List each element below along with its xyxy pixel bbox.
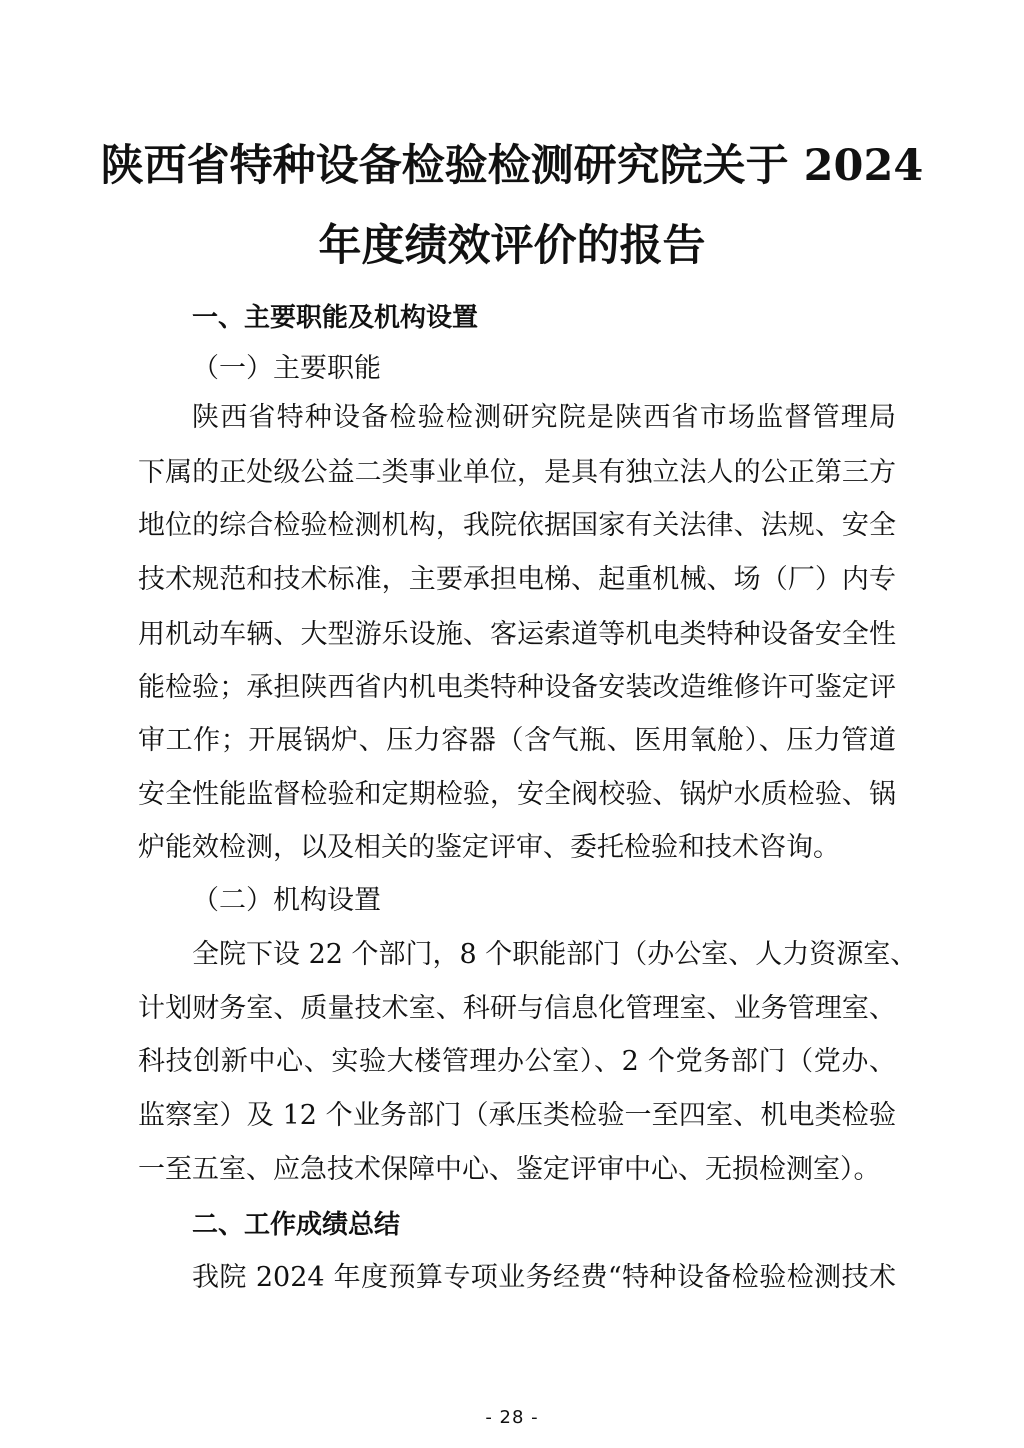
paragraph-line: 下属的正处级公益二类事业单位，是具有独立法人的公正第三方 [138, 457, 896, 488]
paragraph-line: 炉能效检测，以及相关的鉴定评审、委托检验和技术咨询。 [138, 832, 840, 863]
document-title-line-2: 年度绩效评价的报告 [318, 221, 706, 271]
paragraph-line: 技术规范和技术标准，主要承担电梯、起重机械、场（厂）内专 [138, 564, 896, 595]
section-heading-2: 二、工作成绩总结 [192, 1210, 401, 1240]
paragraph-line: 一至五室、应急技术保障中心、鉴定评审中心、无损检测室）。 [138, 1154, 881, 1185]
paragraph-line: 计划财务室、质量技术室、科研与信息化管理室、业务管理室、 [138, 993, 896, 1024]
paragraph-line: 审工作；开展锅炉、压力容器（含气瓶、医用氧舱）、压力管道 [138, 725, 896, 756]
paragraph-line: 我院 2024 年度预算专项业务经费“特种设备检验检测技术 [192, 1262, 896, 1293]
subheading-organization: （二）机构设置 [192, 885, 381, 916]
paragraph-line: 陕西省特种设备检验检测研究院是陕西省市场监督管理局 [192, 402, 896, 433]
paragraph-line: 地位的综合检验检测机构，我院依据国家有关法律、法规、安全 [138, 510, 896, 541]
paragraph-line: 监察室）及 12 个业务部门（承压类检验一至四室、机电类检验 [138, 1100, 896, 1131]
paragraph-line: 用机动车辆、大型游乐设施、客运索道等机电类特种设备安全性 [138, 619, 896, 650]
subheading-main-functions: （一）主要职能 [192, 353, 381, 384]
paragraph-line: 科技创新中心、实验大楼管理办公室）、2 个党务部门（党办、 [138, 1046, 896, 1077]
paragraph-line: 能检验；承担陕西省内机电类特种设备安装改造维修许可鉴定评 [138, 672, 896, 703]
document-title-line-1: 陕西省特种设备检验检测研究院关于 2024 [100, 141, 924, 191]
paragraph-line: 安全性能监督检验和定期检验，安全阀校验、锅炉水质检验、锅 [138, 779, 896, 810]
section-heading-1: 一、主要职能及机构设置 [192, 303, 479, 333]
paragraph-line: 全院下设 22 个部门，8 个职能部门（办公室、人力资源室、 [192, 939, 918, 970]
page-number: - 28 - [485, 1407, 539, 1428]
